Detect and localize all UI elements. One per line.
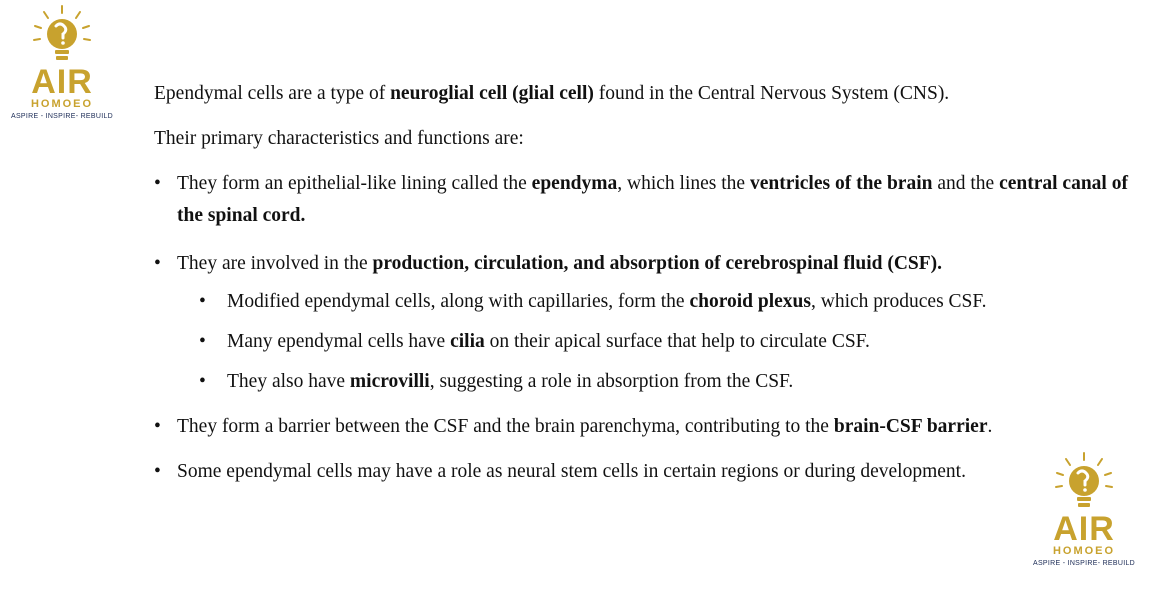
sub-bullet-marker: • — [199, 371, 206, 392]
logo-tagline: ASPIRE - INSPIRE- REBUILD — [1032, 560, 1136, 567]
bullet-marker: • — [154, 173, 161, 194]
sub-bullet-cilia: • Many ependymal cells have cilia on their apical surface that help to circulate CSF. — [154, 326, 1144, 366]
logo-tagline: ASPIRE - INSPIRE- REBUILD — [10, 113, 114, 120]
bullet-marker: • — [154, 461, 161, 482]
brand-logo-bottom — [1032, 451, 1136, 570]
sub-bullet-marker: • — [199, 291, 206, 312]
section-heading: Their primary characteristics and functions are: — [154, 128, 524, 149]
bulb-logo-icon — [30, 4, 94, 68]
bullet-ependyma-lining: • They form an epithelial-like lining called the ependyma, which lines the ventricles of the brain and the central canal of the spinal cord. — [154, 168, 1144, 248]
sub-bullet-marker: • — [199, 331, 206, 352]
bullet-csf-role: • They are involved in the production, circulation, and absorption of cerebrospinal fluid (CSF). — [154, 248, 1144, 286]
document-body — [154, 78, 1144, 488]
logo-air-text: AIR — [31, 63, 93, 101]
bullet-marker: • — [154, 416, 161, 437]
brand-logo-top — [10, 4, 114, 123]
bullet-neural-stem-cells: • Some ependymal cells may have a role as neural stem cells in certain regions or during development. — [154, 456, 1144, 488]
sub-bullet-choroid-plexus: • Modified ependymal cells, along with capillaries, form the choroid plexus, which produces CSF. — [154, 286, 1144, 326]
bulb-logo-icon — [1052, 451, 1116, 515]
sub-bullet-microvilli: • They also have microvilli, suggesting a role in absorption from the CSF. — [154, 366, 1144, 411]
bullet-brain-csf-barrier: • They form a barrier between the CSF and the brain parenchyma, contributing to the brain-CSF barrier. — [154, 411, 1144, 456]
logo-air-text: AIR — [1053, 510, 1115, 548]
intro-paragraph: Ependymal cells are a type of neuroglial cell (glial cell) found in the Central Nervous System (CNS). — [154, 83, 950, 104]
logo-homoeo-text: HOMOEO — [30, 98, 94, 110]
bullet-marker: • — [154, 253, 161, 274]
logo-homoeo-text: HOMOEO — [1052, 545, 1116, 557]
